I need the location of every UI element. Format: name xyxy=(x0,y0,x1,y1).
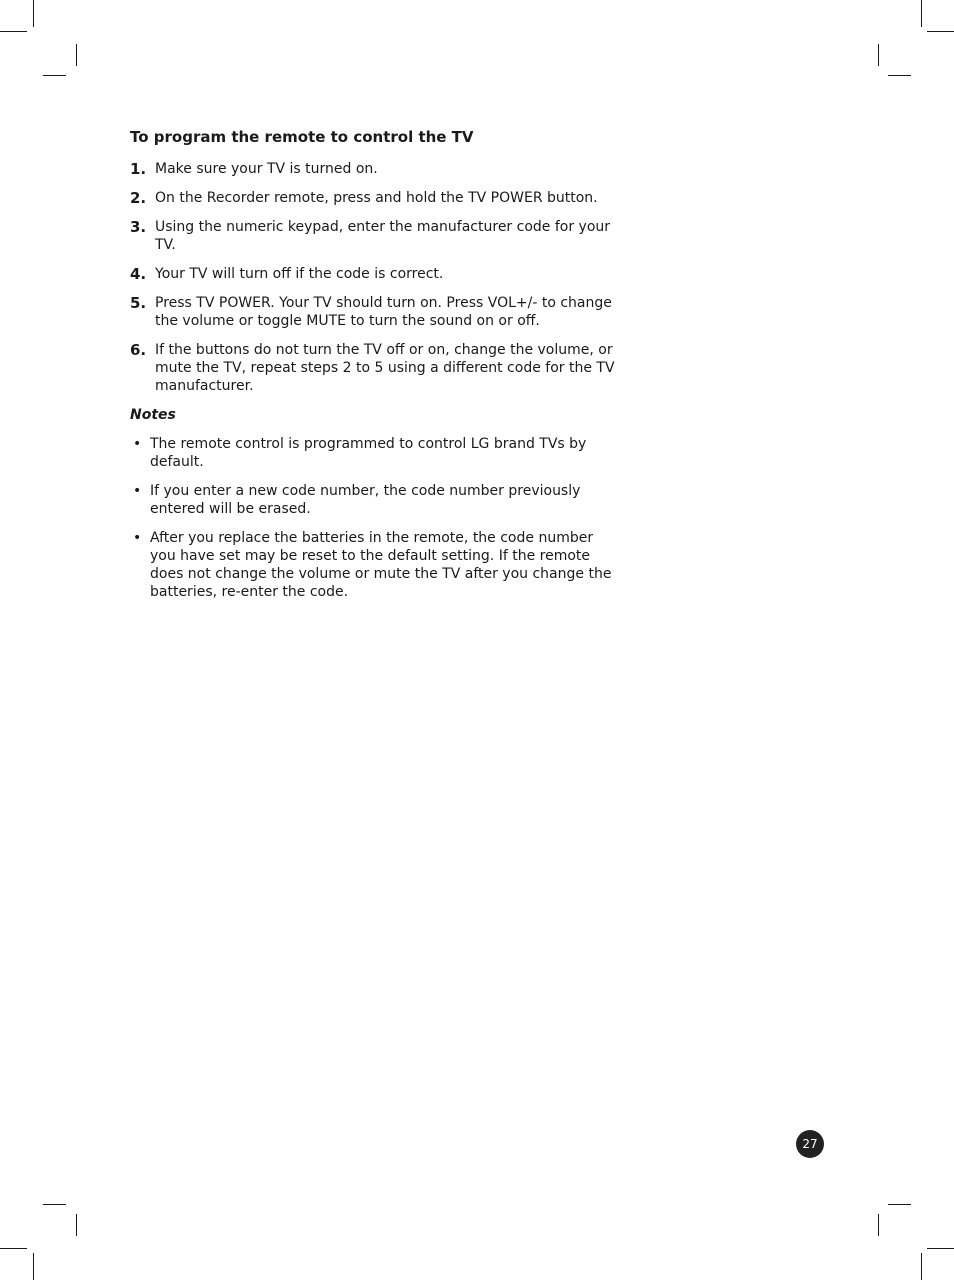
note-item xyxy=(130,482,615,518)
step-item xyxy=(130,294,630,330)
page-number-badge: 27 xyxy=(796,1130,824,1158)
crop-mark xyxy=(888,1204,911,1205)
notes-list xyxy=(130,435,630,601)
note-text: After you replace the batteries in the remote, the code number you have set may be reset to the default setting. If the remote does not change the volume or mute the TV after you change the batteries, re-enter the code. xyxy=(150,530,612,600)
step-text: Press TV POWER. Your TV should turn on. Press VOL+/- to change the volume or toggle MUTE to turn the sound on or off. xyxy=(155,295,612,329)
crop-mark xyxy=(888,75,911,76)
step-item xyxy=(130,189,630,207)
bullet-icon: • xyxy=(133,436,142,452)
crop-mark xyxy=(33,0,34,27)
step-text: Your TV will turn off if the code is correct. xyxy=(155,266,444,282)
step-number: 6. xyxy=(130,341,147,359)
crop-mark xyxy=(927,31,954,32)
step-item xyxy=(130,218,630,254)
crop-mark xyxy=(878,44,879,66)
step-text: Make sure your TV is turned on. xyxy=(155,161,378,177)
step-list xyxy=(130,160,630,395)
step-text: If the buttons do not turn the TV off or on, change the volume, or mute the TV, repeat steps 2 to 5 using a different code for the TV manufacturer. xyxy=(155,342,615,394)
page-content xyxy=(130,127,630,612)
bullet-icon: • xyxy=(133,483,142,499)
crop-mark xyxy=(33,1253,34,1280)
crop-mark xyxy=(43,1204,66,1205)
note-text: The remote control is programmed to control LG brand TVs by default. xyxy=(150,436,587,470)
crop-mark xyxy=(921,0,922,27)
note-text: If you enter a new code number, the code number previously entered will be erased. xyxy=(150,483,581,517)
crop-mark xyxy=(0,31,27,32)
step-number: 3. xyxy=(130,218,147,236)
step-text: Using the numeric keypad, enter the manufacturer code for your TV. xyxy=(155,219,611,253)
notes-title: Notes xyxy=(130,407,176,423)
crop-mark xyxy=(878,1214,879,1236)
note-item xyxy=(130,435,615,471)
crop-mark xyxy=(76,1214,77,1236)
crop-mark xyxy=(76,44,77,66)
note-item xyxy=(130,529,615,601)
crop-mark xyxy=(927,1248,954,1249)
crop-mark xyxy=(921,1253,922,1280)
crop-mark xyxy=(0,1248,27,1249)
step-number: 1. xyxy=(130,160,147,178)
step-item xyxy=(130,160,630,178)
crop-mark xyxy=(43,75,66,76)
step-item xyxy=(130,265,630,283)
step-number: 2. xyxy=(130,189,147,207)
step-item xyxy=(130,341,630,395)
section-heading: To program the remote to control the TV xyxy=(130,128,474,146)
step-text: On the Recorder remote, press and hold the TV POWER button. xyxy=(155,190,598,206)
step-number: 5. xyxy=(130,294,147,312)
bullet-icon: • xyxy=(133,530,142,546)
step-number: 4. xyxy=(130,265,147,283)
